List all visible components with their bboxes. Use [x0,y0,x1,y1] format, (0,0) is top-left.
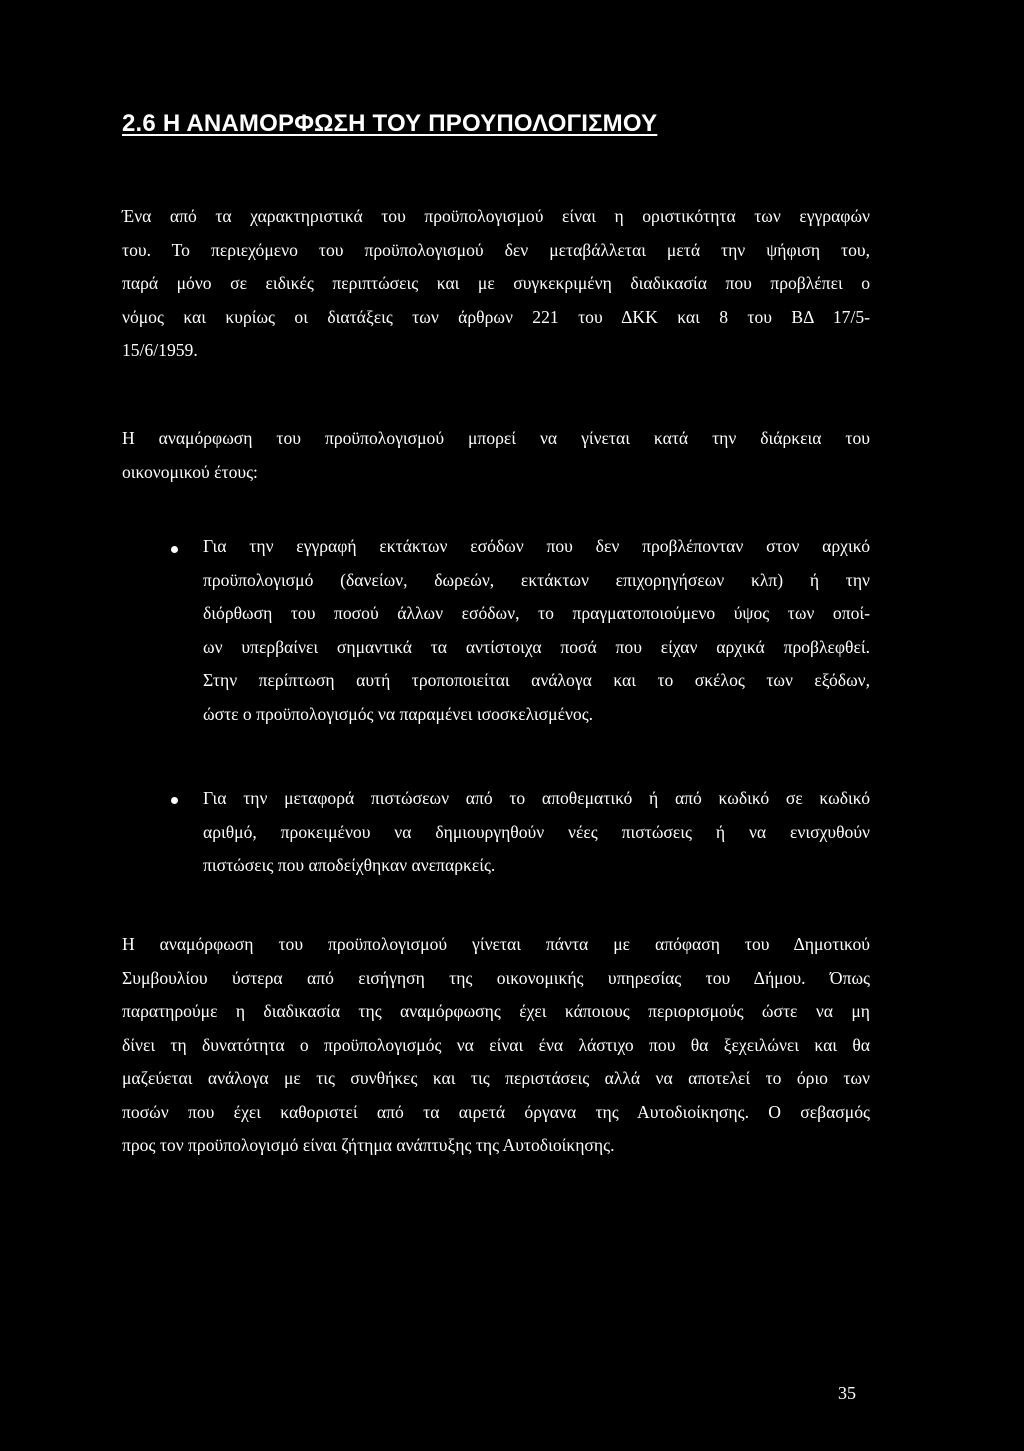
paragraph-line: ποσών που έχει καθοριστεί από τα αιρετά όργανα της Αυτοδιοίκησης. Ο σεβασμός [122,1101,870,1122]
paragraph-line: του. Το περιεχόμενο του προϋπολογισμού δεν μεταβάλλεται μετά την ψήφιση του, [122,239,870,260]
section-heading: 2.6 Η ΑΝΑΜΟΡΦΩΣΗ ΤΟΥ ΠΡΟΥΠΟΛΟΓΙΣΜΟΥ [122,110,658,137]
paragraph-3 [122,928,870,1163]
list-item-line: προϋπολογισμό (δανείων, δωρεών, εκτάκτων επιχορηγήσεων κλπ) ή την [203,569,870,590]
list-item-line: Στην περίπτωση αυτή τροποποιείται ανάλογα και το σκέλος των εξόδων, [203,670,870,690]
paragraph-line: μαζεύεται ανάλογα με τις συνθήκες και τις περιστάσεις αλλά να αποτελεί το όριο των [122,1068,870,1088]
paragraph-1 [122,200,870,368]
paragraph-line: νόμος και κυρίως οι διατάξεις των άρθρων 221 του ΔΚΚ και 8 του ΒΔ 17/5- [122,306,870,327]
bullet-icon [171,797,178,804]
paragraph-line: προς τον προϋπολογισμό είναι ζήτημα ανάπτυξης της Αυτοδιοίκησης. [122,1135,615,1155]
paragraph-line: οικονομικού έτους: [122,461,258,482]
paragraph-line: παρατηρούμε η διαδικασία της αναμόρφωσης έχει κάποιους περιορισμούς ώστε να μη [122,1001,870,1021]
list-item [203,530,870,731]
paragraph-line: Ένα από τα χαρακτηριστικά του προϋπολογισμού είναι η οριστικότητα των εγγραφών [122,206,870,226]
paragraph-line: Η αναμόρφωση του προϋπολογισμού γίνεται πάντα με απόφαση του Δημοτικού [122,934,870,954]
paragraph-2 [122,422,870,489]
paragraph-line: Συμβουλίου ύστερα από εισήγηση της οικονομικής υπηρεσίας του Δήμου. Όπως [122,967,870,988]
list-item-line: ων υπερβαίνει σημαντικά τα αντίστοιχα ποσά που είχαν αρχικά προβλεφθεί. [203,636,870,657]
page-number: 35 [838,1383,856,1403]
bullet-icon [171,546,178,553]
paragraph-line: 15/6/1959. [122,340,198,360]
list-item-line: Για την εγγραφή εκτάκτων εσόδων που δεν προβλέπονταν στον αρχικό [203,536,870,556]
list-item-line: Για την μεταφορά πιστώσεων από το αποθεματικό ή από κωδικό σε κωδικό [203,788,870,808]
paragraph-line: δίνει τη δυνατότητα ο προϋπολογισμός να είναι ένα λάστιχο που θα ξεχειλώνει και θα [122,1034,870,1055]
list-item-line: πιστώσεις που αποδείχθηκαν ανεπαρκείς. [203,855,496,875]
list-item-line: αριθμό, προκειμένου να δημιουργηθούν νέες πιστώσεις ή να ενισχυθούν [203,821,870,842]
list-item [203,782,870,883]
paragraph-line: Η αναμόρφωση του προϋπολογισμού μπορεί να γίνεται κατά την διάρκεια του [122,428,870,448]
list-item-line: διόρθωση του ποσού άλλων εσόδων, το πραγματοποιούμενο ύψος των οποί- [203,603,870,623]
paragraph-line: παρά μόνο σε ειδικές περιπτώσεις και με συγκεκριμένη διαδικασία που προβλέπει ο [122,273,870,293]
list-item-line: ώστε ο προϋπολογισμός να παραμένει ισοσκελισμένος. [203,703,594,724]
